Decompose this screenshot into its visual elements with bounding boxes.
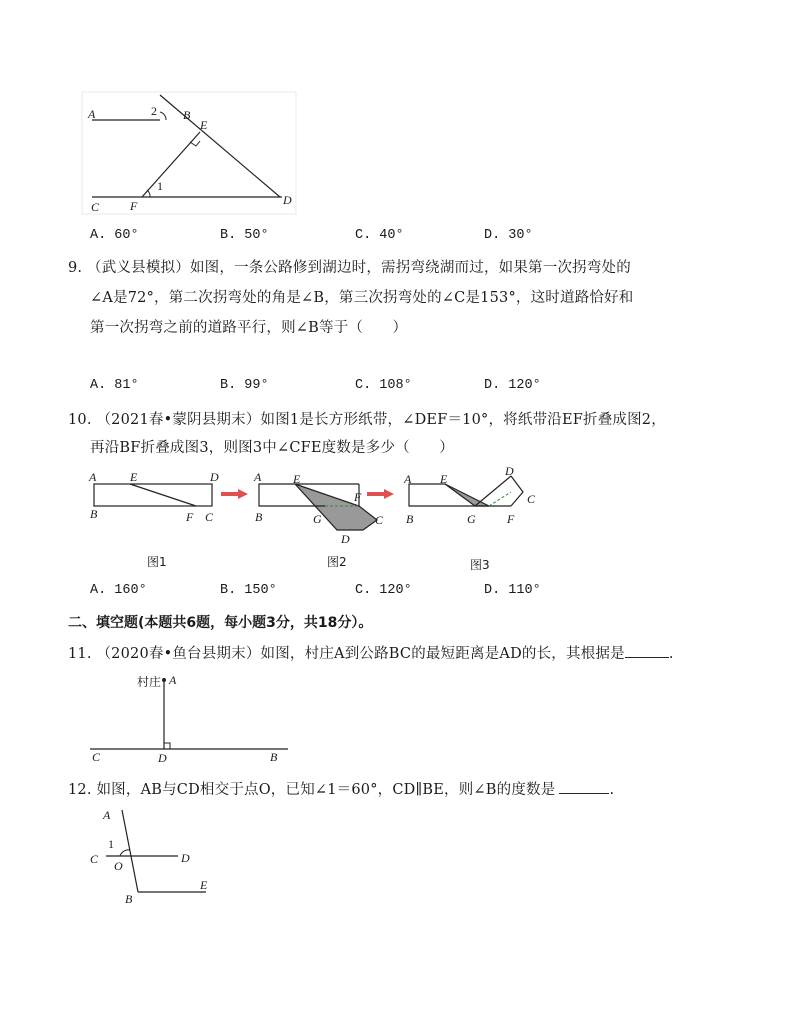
q10-fig2-label-d: D [341,532,350,546]
q12-text [68,778,614,799]
q10-fig2-label-b: B [255,510,263,524]
q11-text-line1: 11. （2020春•鱼台县期末）如图，村庄A到公路BC的最短距离是AD的长，其根据是 [68,646,625,662]
q10-fig1-label-f: F [186,510,194,524]
q8-label-b: B [183,108,191,122]
q10-fig1-label-c: C [205,510,214,524]
q9-option-a[interactable]: A. 81° [90,378,139,393]
q11-label-village: 村庄 [137,675,162,689]
q10-fig2-label-e: E [293,472,301,486]
q12-label-c: C [90,852,99,866]
q10-fig3-label-e: E [440,472,448,486]
q8-label-c: C [91,200,100,214]
q12-label-a: A [103,808,111,822]
q8-option-b[interactable]: B. 50° [220,228,269,243]
q8-label-1: 1 [157,179,163,193]
q10-fig3-label-a: A [404,472,412,486]
q10-fig3-label-f: F [507,512,515,526]
q10-fig3-label-b: B [406,512,414,526]
q10-fig1-label-d: D [210,470,219,484]
q10-fig3-label-g: G [467,512,476,526]
q11-label-a: A [169,673,177,687]
q10-fig1-caption: 图1 [147,555,167,569]
q10-fig2-label-c: C [375,513,384,527]
q12-answer-blank[interactable] [559,779,609,794]
q10-fig1-label-a: A [89,470,97,484]
q8-label-f: F [130,199,138,213]
q10-option-d[interactable]: D. 110° [484,583,541,598]
q10-option-c[interactable]: C. 120° [355,583,412,598]
q12-label-o: O [114,859,123,873]
q8-label-a: A [88,107,96,121]
q9-option-b[interactable]: B. 99° [220,378,269,393]
q9-option-c[interactable]: C. 108° [355,378,412,393]
q10-fig2-label-f: F [354,490,362,504]
q11-diagram [88,678,298,758]
q10-fig3-label-d: D [505,464,514,478]
q10-fig2-caption: 图2 [327,555,347,569]
q8-diagram [82,90,382,220]
q10-text-line1: 10. （2021春•蒙阴县期末）如图1是长方形纸带，∠DEF＝10°，将纸带沿EF折叠成图2， [68,412,666,428]
q8-label-d: D [283,193,292,207]
q10-arrow-2-icon [366,488,396,500]
q11-label-c: C [92,750,101,764]
q12-label-e: E [200,878,208,892]
q12-label-d: D [181,851,190,865]
q9-text-line2: ∠A是72°，第二次拐弯处的角是∠B，第三次拐弯处的∠C是153°，这时道路恰好和 [90,290,634,306]
section-2-heading: 二、填空题(本题共6题，每小题3分，共18分）。 [68,615,373,631]
q8-option-d[interactable]: D. 30° [484,228,533,243]
q12-diagram [100,808,230,898]
q8-label-2: 2 [151,104,157,118]
q9-text-line3: 第一次拐弯之前的道路平行，则∠B等于（ ） [90,320,408,336]
q12-text-end: . [609,782,615,798]
q8-label-e: E [200,118,208,132]
q9-option-d[interactable]: D. 120° [484,378,541,393]
q11-label-b: B [270,750,278,764]
q9-text-line1: 9. （武义县模拟）如图，一条公路修到湖边时，需拐弯绕湖而过，如果第一次拐弯处的 [68,260,631,276]
q12-label-b: B [125,892,133,906]
q10-fig3-caption: 图3 [470,558,490,572]
q10-fig3-label-c: C [527,492,536,506]
q12-label-1: 1 [108,837,114,851]
q10-fig2-label-a: A [254,470,262,484]
q10-option-b[interactable]: B. 150° [220,583,277,598]
q10-fig2-label-g: G [313,512,322,526]
q11-label-d: D [158,751,167,765]
q11-text [68,642,674,663]
q10-option-a[interactable]: A. 160° [90,583,147,598]
q11-answer-blank[interactable] [625,643,669,658]
q10-text-line2: 再沿BF折叠成图3，则图3中∠CFE度数是多少（ ） [90,440,454,456]
q10-fig1-label-b: B [90,507,98,521]
q11-text-end: . [668,646,674,662]
q12-text-line1: 12. 如图，AB与CD相交于点O，已知∠1＝60°，CD∥BE，则∠B的度数是 [68,782,556,798]
q8-option-a[interactable]: A. 60° [90,228,139,243]
q10-fig1-label-e: E [130,470,138,484]
q8-option-c[interactable]: C. 40° [355,228,404,243]
q10-arrow-1-icon [220,488,250,500]
